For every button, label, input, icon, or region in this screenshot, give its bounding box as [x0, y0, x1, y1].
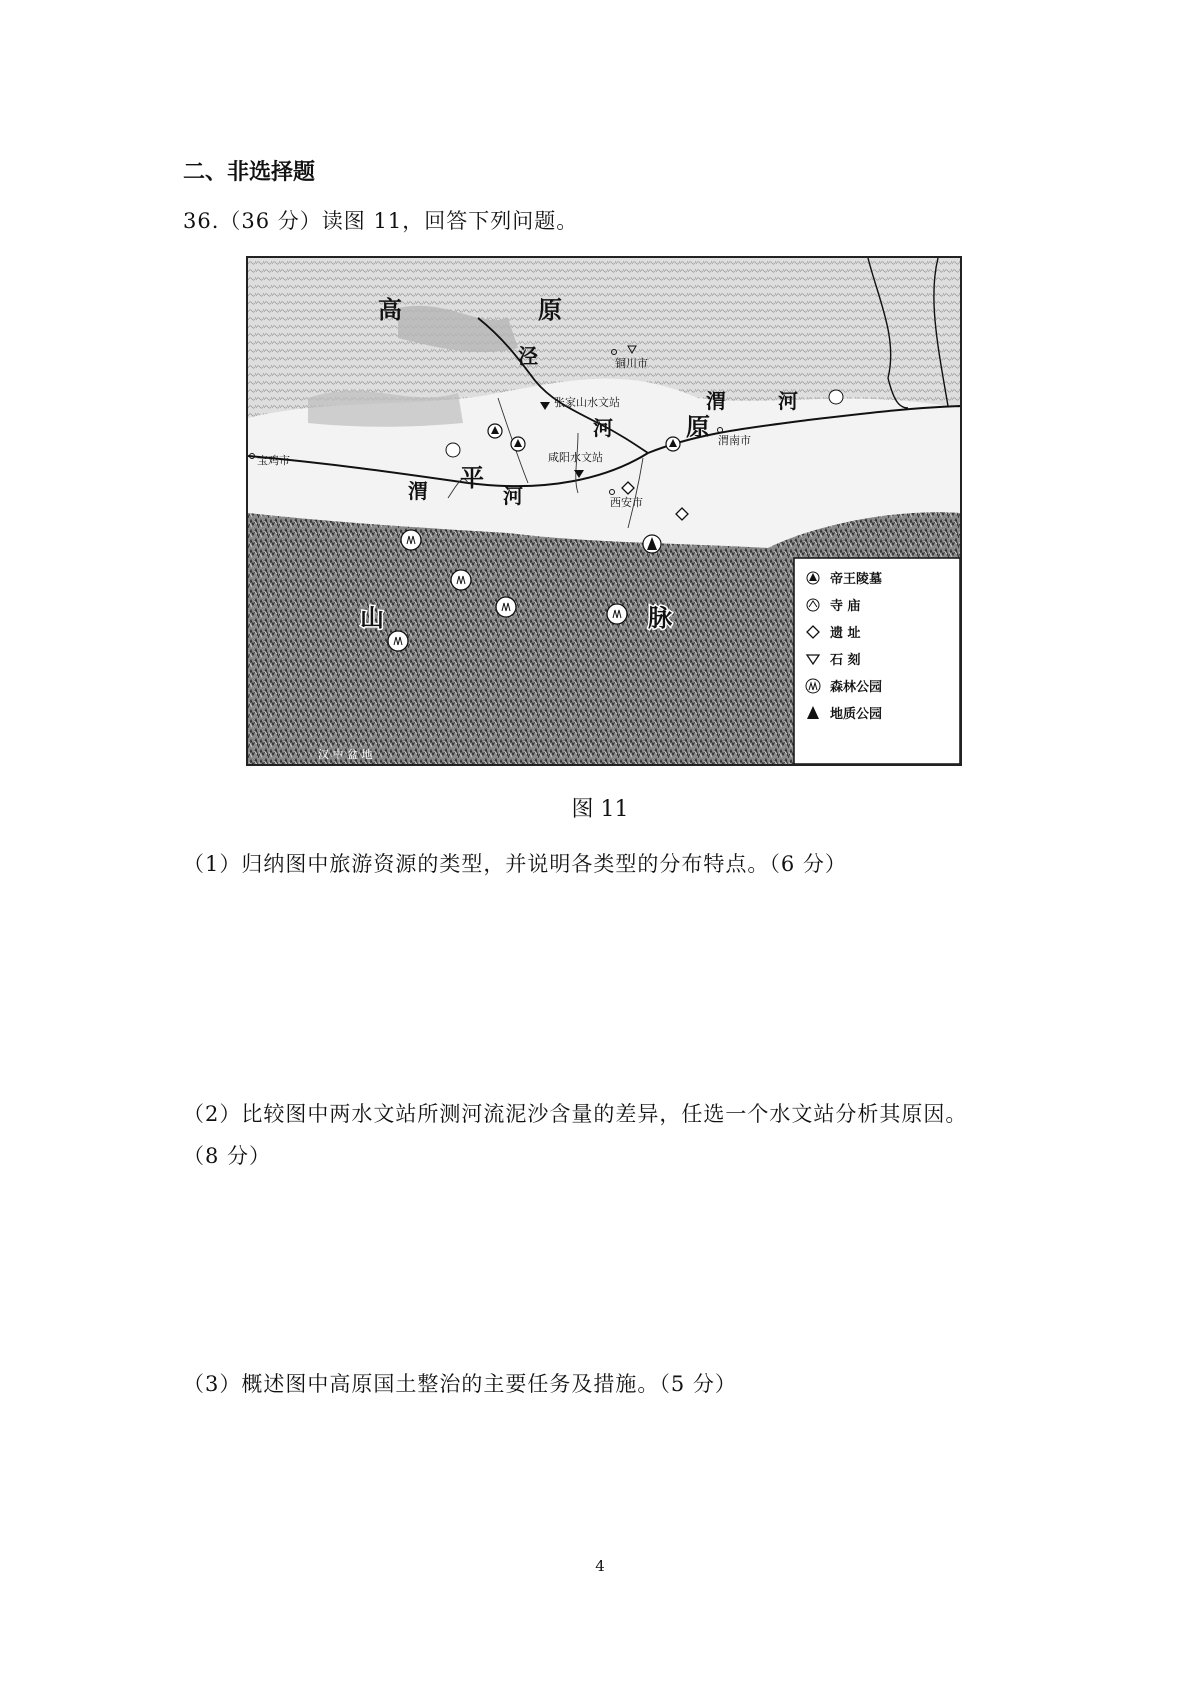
label-shan: 山 [360, 604, 384, 632]
label-gao: 高 [378, 296, 402, 324]
label-tongchuan: 铜川市 [615, 357, 648, 370]
figure-caption: 图 11 [571, 797, 629, 822]
question-header: 36.（36 分）读图 11，回答下列问题。 [183, 209, 579, 233]
section-title: 二、非选择题 [183, 160, 316, 185]
label-jing: 泾 [518, 344, 538, 368]
legend-stone-carving: 石 刻 [830, 653, 861, 668]
label-baoji: 宝鸡市 [257, 454, 290, 467]
sub-question-2: （2）比较图中两水文站所测河流泥沙含量的差异，任选一个水文站分析其原因。 [183, 1102, 968, 1126]
figure-map [246, 256, 962, 766]
label-he-2: 河 [593, 416, 613, 440]
label-yuan-mid: 原 [686, 413, 710, 441]
legend-tomb: 帝王陵墓 [830, 572, 883, 587]
label-hanzhong: 汉 中 盆 地 [318, 748, 373, 761]
map-legend [794, 558, 960, 764]
label-mai: 脉 [648, 604, 672, 632]
label-wei-1: 渭 [408, 479, 428, 503]
sub-question-1: （1）归纳图中旅游资源的类型，并说明各类型的分布特点。（6 分） [183, 852, 847, 876]
label-he-3: 河 [778, 389, 798, 413]
label-xianyang: 咸阳水文站 [548, 451, 603, 464]
label-he-1: 河 [503, 484, 523, 508]
label-yuan-top: 原 [538, 296, 562, 324]
legend-temple: 寺 庙 [830, 599, 861, 614]
legend-ruins: 遗 址 [830, 626, 861, 641]
label-zhangjiashan: 张家山水文站 [554, 396, 620, 409]
geopark-icon [643, 535, 661, 553]
label-weinan: 渭南市 [718, 434, 751, 447]
legend-forest-park: 森林公园 [830, 680, 883, 695]
legend-geopark: 地质公园 [830, 707, 883, 722]
sub-question-2-score: （8 分） [183, 1144, 272, 1168]
label-xian: 西安市 [610, 496, 643, 509]
label-ping: 平 [460, 464, 484, 492]
label-wei-2: 渭 [706, 389, 726, 413]
sub-question-3: （3）概述图中高原国土整治的主要任务及措施。（5 分） [183, 1372, 737, 1396]
page-number: 4 [595, 1557, 605, 1575]
